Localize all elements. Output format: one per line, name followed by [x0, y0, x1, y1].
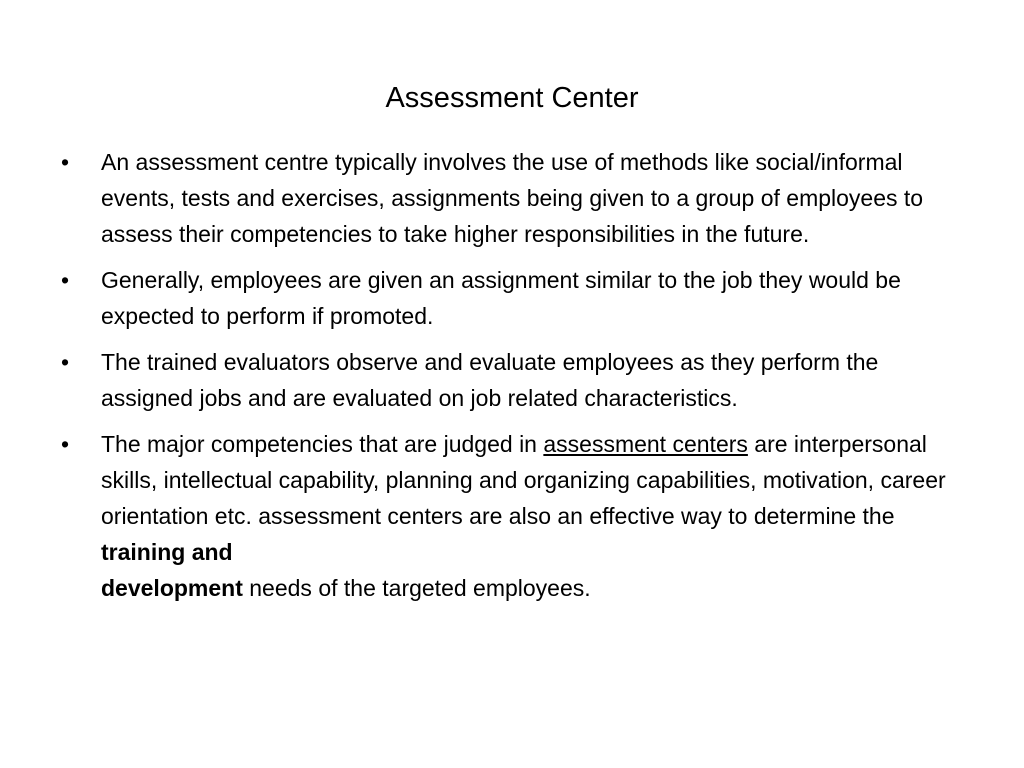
bullet-icon: • — [60, 267, 70, 293]
development-text: development — [101, 575, 243, 601]
bullet-list — [55, 144, 965, 616]
bullet-item-2 — [55, 262, 965, 334]
bullet-text-3: The trained evaluators observe and evaluate employees as they perform the assigned jobs and are evaluated on job related characteristics. — [101, 349, 879, 411]
bullet-icon: • — [60, 149, 70, 175]
bullet-item-4 — [55, 426, 965, 606]
bullet-icon: • — [60, 431, 70, 457]
training-and-text: training and — [101, 539, 233, 565]
assessment-centers-link[interactable]: assessment centers — [543, 431, 748, 457]
bullet-text-4-part-3: needs of the targeted employees. — [242, 575, 591, 601]
bullet-icon: • — [60, 349, 70, 375]
bullet-text-4-part-1: The major competencies that are judged in — [101, 431, 544, 457]
bullet-item-3 — [55, 344, 965, 416]
bullet-text-1: An assessment centre typically involves the use of methods like social/informal events, tests and exercises, assignments being given to a group of employees to assess their competencies to take higher responsibilities in the future. — [101, 149, 924, 247]
bullet-text-2: Generally, employees are given an assignment similar to the job they would be expected to perform if promoted. — [101, 267, 901, 329]
bullet-item-1 — [55, 144, 965, 252]
slide-title: Assessment Center — [385, 82, 639, 114]
bullet-text-4-part-2: are interpersonal skills, intellectual capability, planning and organizing capabilities, motivation, career orientation etc. assessment centers are also an effective way to determine the — [101, 431, 946, 529]
